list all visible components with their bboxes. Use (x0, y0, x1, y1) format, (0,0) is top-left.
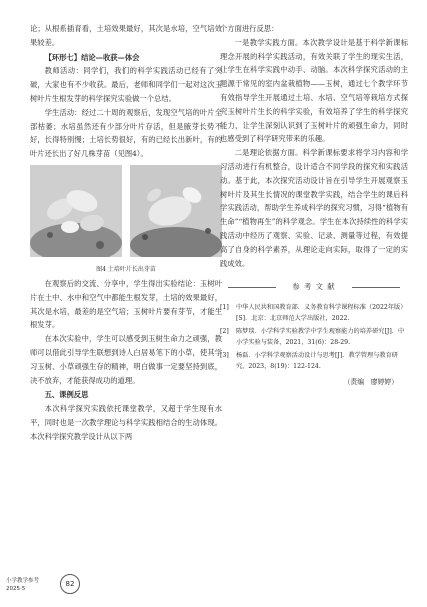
reference-number: [2] (220, 328, 229, 336)
reference-item (220, 302, 408, 324)
section-heading: 五、课例反思 (44, 390, 89, 400)
references-title: 参 考 文 献 (220, 280, 408, 294)
reference-number: [1] (220, 304, 229, 312)
journal-footer (6, 577, 39, 593)
reference-number: [3] (220, 352, 229, 360)
paragraph: 论；从根系插育看，土培效果最好，其次是水培，空气培效果较差。 (30, 24, 222, 47)
right-column (220, 22, 408, 390)
paragraph: 二是理论依据方面。科学新课标要求将学习内容和学习活动进行有机整合，设计适合不同学段的探究和实践活动。基于此，本次探究活动设计旨在引导学生开展观察玉树叶片及其生长情况的课堂教学实践，结合学生的课后科学实践活动，帮助学生养成科学的探究习惯，习得“植物有生命”“植物再生”的科学观念。学生在本次持续性的科学实践活动中经历了观察、实验、记录、测量等过程，有效提高了自身的科学素养，从理论走向实际，取得了一定的实践成效。 (220, 148, 408, 268)
journal-name: 小学教学参考 (6, 578, 40, 584)
section-heading: 【环形七】结论—收获—体会 (44, 52, 140, 62)
left-column (30, 22, 222, 444)
editor-credit: （责编 廖婷婷） (343, 378, 398, 387)
reference-item (220, 350, 408, 372)
page-number: 82 (60, 574, 80, 594)
photo-left (30, 165, 122, 257)
reference-text: 杨磊．小学科学观察活动设计与思考[J]．教学管理与教育研究，2023，8(19)：122-124. (236, 352, 398, 371)
paragraph: 学生活动：经过二十周的观察后，发现空气培的叶片全部枯萎；水培虽然还有少部分叶片存活，但是腋芽长势不好，长得特别慢；土培长势很好，有的已经长出新叶，有的叶片还长出了好几株芽苗（见图4）。 (30, 107, 222, 159)
paragraph: 一是教学实践方面。本次教学设计是基于科学新课标理念开展的科学实践活动，有效关联了学生的现实生活，让学生在科学实践中动手、动脑。本次科学探究活动的主题源于常见的室内盆栽植物——玉树，通过七个教学环节有效指导学生开展通过土培、水培、空气培等栽培方式探究玉树叶片生长的科学实验，有效培养了学生的科学探究能力，让学生深刻认识到了玉树叶片的顽强生命力，同时也感受到了科学研究带来的乐趣。 (220, 37, 408, 144)
paragraph: 在本次实验中，学生可以感受到玉树生命力之顽强，教师可以借此引导学生联想到诗人白居易笔下的小草，使其学习玉树、小草顽强生存的精神，明白做事一定要坚持到底，决不放弃，才能获得成功的道理。 (30, 334, 222, 385)
reference-text: 中华人民共和国教育部．义务教育科学课程标准（2022年版）[S]．北京：北京师范大学出版社，2022. (236, 304, 407, 323)
journal-issue: 2025·5 (6, 586, 26, 592)
paragraph: 个方面进行反思： (220, 24, 279, 33)
paragraph: 在观察后的交流、分享中，学生得出实验结论：玉树叶片在土中、水中和空气中都能生根发芽，土培的效果最好，其次是水培，最差的是空气培；玉树叶片要有芽节，才能生根发芽。 (30, 278, 222, 330)
figure-caption: 图4 土培叶片长出芽苗 (96, 265, 156, 273)
photo-right (130, 165, 222, 257)
figure-4 (30, 165, 222, 265)
paragraph: 教师活动：同学们，我们的科学实践活动已经有了突破，大家也有不少收获。最后，老师和同学们一起对这次玉树叶片生根发芽的科学探究实验做一个总结。 (30, 66, 222, 103)
reference-list (220, 302, 408, 372)
paragraph: 本次科学探究实践依托课堂教学，又超于学生现有水平，同时也是一次教学理论与科学实践相结合的生动体现。本次科学探究教学设计从以下两 (30, 404, 222, 441)
reference-item (220, 326, 408, 348)
reference-text: 陈梦琰．小学科学实验教学中学生观察能力的培养研究[J]．中小学实验与装备，2021，31(6)：28-29. (236, 328, 405, 347)
